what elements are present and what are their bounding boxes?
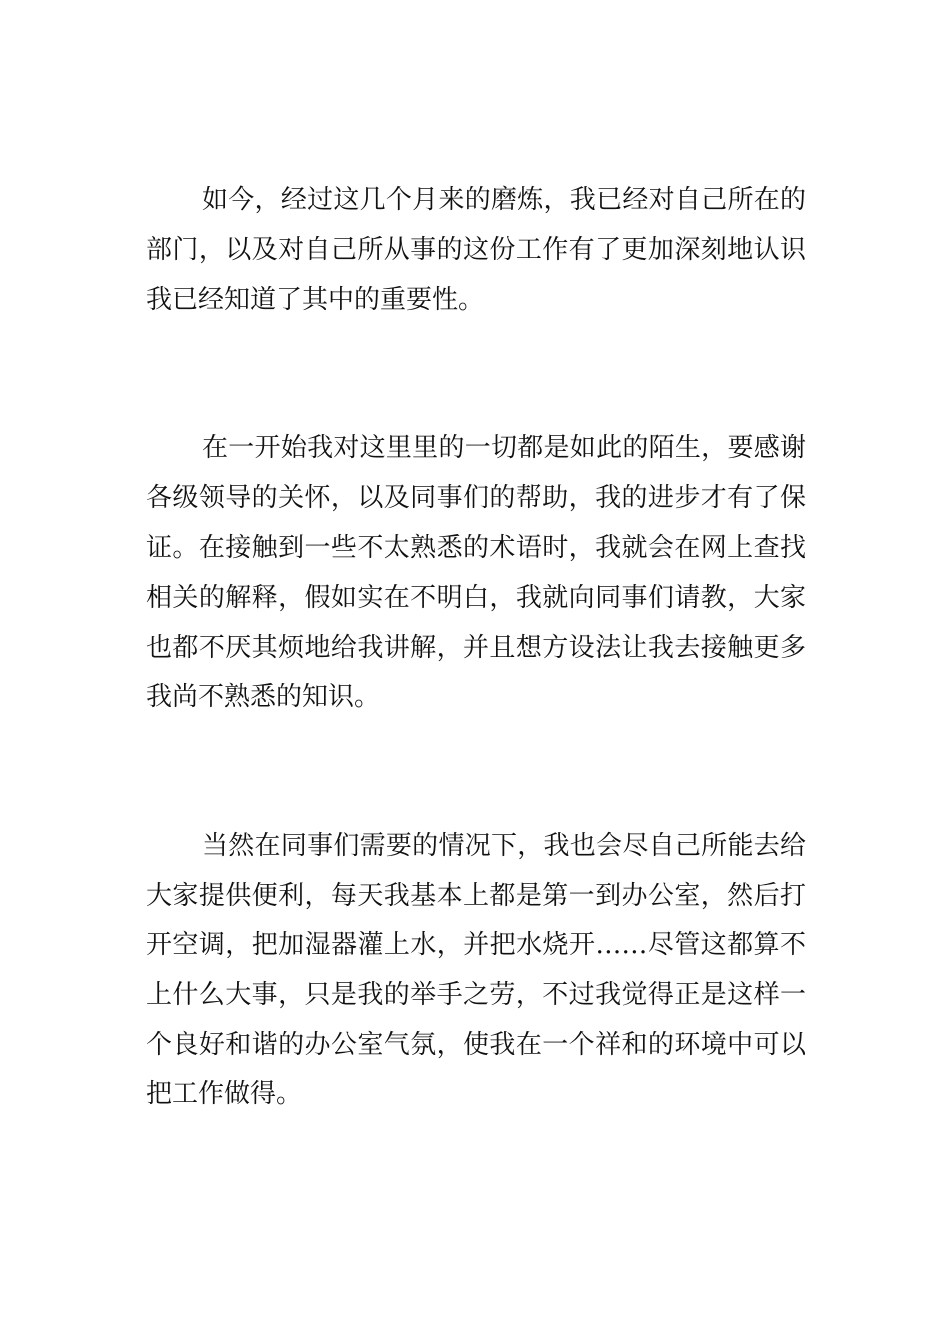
- paragraph-line: 相关的解释，假如实在不明白，我就向同事们请教，大家: [146, 583, 806, 613]
- paragraph-line: 部门，以及对自己所从事的这份工作有了更加深刻地认识: [146, 235, 806, 265]
- paragraph-line: 各级领导的关怀，以及同事们的帮助，我的进步才有了保: [146, 483, 806, 513]
- paragraph-line: 上什么大事，只是我的举手之劳，不过我觉得正是这样一: [146, 980, 806, 1010]
- paragraph-line: 我尚不熟悉的知识。: [146, 682, 381, 712]
- paragraph-line: 把工作做得。: [146, 1079, 303, 1109]
- paragraph-line: 大家提供便利，每天我基本上都是第一到办公室，然后打: [146, 881, 806, 911]
- paragraph-line: 在一开始我对这里里的一切都是如此的陌生，要感谢: [202, 433, 806, 463]
- paragraph-line: 如今，经过这几个月来的磨炼，我已经对自己所在的: [202, 185, 806, 215]
- paragraph-line: 我已经知道了其中的重要性。: [146, 285, 485, 315]
- paragraph-line: 当然在同事们需要的情况下，我也会尽自己所能去给: [202, 831, 806, 861]
- paragraph-line: 开空调，把加湿器灌上水，并把水烧开……尽管这都算不: [146, 930, 806, 960]
- paragraph-line: 证。在接触到一些不太熟悉的术语时，我就会在网上查找: [146, 533, 806, 563]
- paragraph-line: 个良好和谐的办公室气氛，使我在一个祥和的环境中可以: [146, 1030, 806, 1060]
- paragraph-line: 也都不厌其烦地给我讲解，并且想方设法让我去接触更多: [146, 633, 806, 663]
